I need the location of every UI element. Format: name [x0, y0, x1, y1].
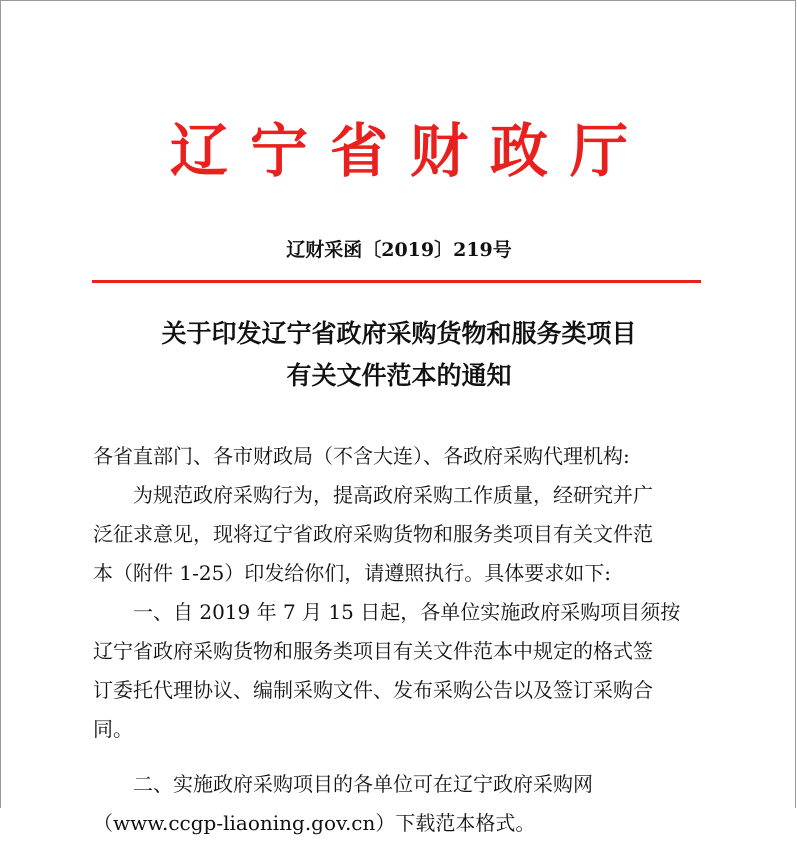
body-line: 辽宁省政府采购货物和服务类项目有关文件范本中规定的格式签 [93, 639, 653, 663]
notice-title [1, 313, 797, 397]
notice-body [93, 437, 733, 843]
salutation-line: 各省直部门、各市财政局（不含大连）、各政府采购代理机构: [93, 444, 630, 468]
body-line: 泛征求意见，现将辽宁省政府采购货物和服务类项目有关文件范 [93, 522, 653, 546]
notice-title-line-1: 关于印发辽宁省政府采购货物和服务类项目 [161, 319, 637, 348]
body-line: 同。 [93, 717, 133, 741]
body-line: 订委托代理协议、编制采购文件、发布采购公告以及签订采购合 [93, 678, 653, 702]
notice-title-line-2: 有关文件范本的通知 [286, 361, 512, 390]
issuing-agency-header: 辽宁省财政厅 [169, 117, 650, 185]
body-line: （www.ccgp-liaoning.gov.cn）下载范本格式。 [93, 811, 536, 835]
body-line: 一、自 2019 年 7 月 15 日起，各单位实施政府采购项目须按 [133, 600, 681, 624]
body-line: 二、实施政府采购项目的各单位可在辽宁政府采购网 [133, 772, 593, 796]
red-separator-line [92, 280, 701, 283]
document-number: 辽财采函〔2019〕219号 [286, 239, 512, 261]
body-line: 本（附件 1-25）印发给你们，请遵照执行。具体要求如下: [93, 561, 612, 585]
body-line: 为规范政府采购行为，提高政府采购工作质量，经研究并广 [133, 483, 653, 507]
